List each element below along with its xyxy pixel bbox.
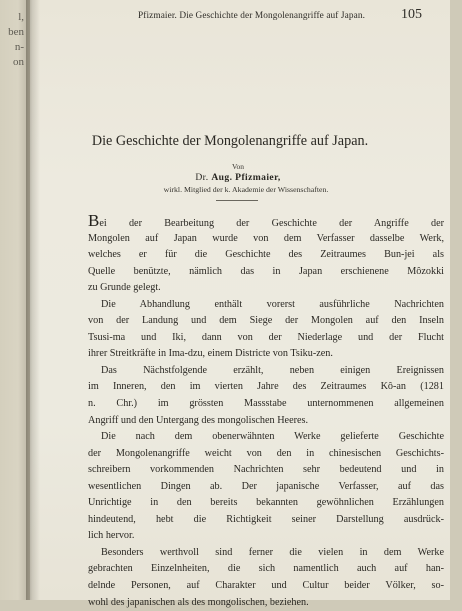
running-head: Pfizmaier. Die Geschichte der Mongolenangriffe auf Japan. bbox=[138, 11, 366, 21]
body-line: schreibern vorkommenden Nachrichten sehr bedeutend und in bbox=[88, 464, 444, 476]
body-line: Unrichtige in den bereits bekannten gewöhnlichen Erzählungen bbox=[88, 497, 444, 509]
body-line: gebrachten Einzelnheiten, die sich namentlich auch auf han- bbox=[88, 563, 444, 575]
left-fragment: n- bbox=[14, 41, 24, 53]
body-text bbox=[88, 211, 444, 611]
body-line: ihrer Streitkräfte in Ima-dzu, einem Districte von Tsiku-zen. bbox=[88, 348, 333, 360]
right-page bbox=[30, 0, 450, 608]
body-line: Die Abhandlung enthält vorerst ausführliche Nachrichten bbox=[101, 298, 444, 310]
body-line: delnde Personen, auf Charakter und Cultur beider Völker, so- bbox=[88, 580, 444, 592]
body-line: Das Nächstfolgende erzählt, neben einigen Ereignissen bbox=[101, 364, 444, 376]
body-line: von der Landung und dem Siege der Mongolen auf den Inseln bbox=[88, 315, 444, 327]
left-fragment: l, bbox=[18, 11, 24, 23]
body-line: n. Chr.) im grössten Massstabe unternommenen allgemeinen bbox=[88, 398, 444, 410]
body-line: wesentlichen Dingen ab. Der japanische Verfasser, auf das bbox=[88, 480, 444, 492]
drop-cap: B bbox=[88, 211, 100, 230]
body-line: der Mongolenangriffe weicht von den in chinesischen Geschichts- bbox=[88, 447, 444, 459]
title-rule bbox=[216, 200, 258, 201]
article-title: Die Geschichte der Mongolenangriffe auf Japan. bbox=[91, 133, 369, 149]
body-line: Die nach dem obenerwähnten Werke gelieferte Geschichte bbox=[101, 431, 444, 443]
body-line: Tsusi-ma und Iki, dann von der Niederlage und der Flucht bbox=[88, 331, 444, 343]
author-prefix: Dr. bbox=[195, 172, 212, 183]
body-line: wohl des japanischen als des mongolischen, beziehen. bbox=[88, 596, 309, 608]
left-page-text-fragments bbox=[0, 10, 26, 70]
body-line: im Inneren, den im vierten Jahre des Zeitraumes Kô-an (1281 bbox=[88, 381, 444, 393]
page-number: 105 bbox=[401, 7, 422, 22]
gutter-shadow bbox=[26, 0, 40, 600]
body-line: lich hervor. bbox=[88, 530, 135, 542]
byline-von: Von bbox=[232, 162, 244, 171]
body-line: Besonders werthvoll sind ferner die vielen in dem Werke bbox=[101, 546, 444, 558]
left-fragment: on bbox=[13, 56, 24, 68]
body-line: Mongolen auf Japan wurde von dem Verfasser dasselbe Werk, bbox=[88, 232, 444, 244]
body-line: welches er für die Geschichte des Zeitraumes Bun-jei als bbox=[88, 249, 444, 261]
body-line: zu Grunde gelegt. bbox=[88, 282, 161, 294]
author-line bbox=[30, 172, 446, 183]
body-line: hindeutend, hebt die Richtigkeit seiner Darstellung ausdrück- bbox=[88, 513, 444, 525]
body-line: Bei der Bearbeitung der Geschichte der Angriffe der bbox=[88, 211, 444, 230]
body-line: Quelle benützte, nämlich das in Japan erschienene Môzokki bbox=[88, 265, 444, 277]
body-line: Angriff und den Untergang des mongolischen Heeres. bbox=[88, 414, 309, 426]
left-fragment: ben bbox=[8, 26, 24, 38]
author-affiliation: wirkl. Mitglied der k. Akademie der Wissenschaften. bbox=[163, 185, 329, 194]
author-name: Aug. Pfizmaier, bbox=[211, 172, 281, 183]
